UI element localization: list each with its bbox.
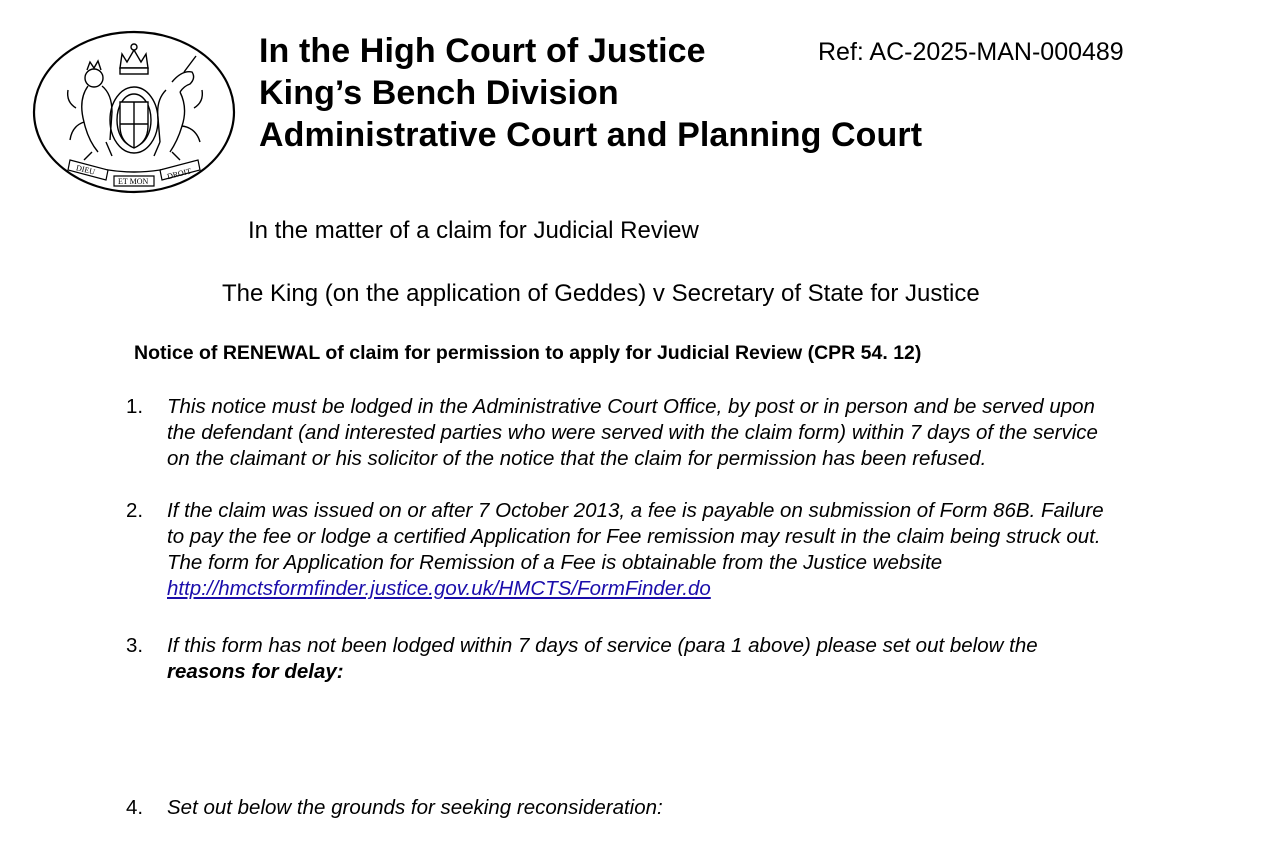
motto-right: DROIT — [166, 166, 193, 182]
matter-line: In the matter of a claim for Judicial Review — [248, 217, 699, 244]
form-finder-link[interactable]: http://hmctsformfinder.justice.gov.uk/HMCTS/FormFinder.do — [167, 577, 711, 600]
paragraph-3 — [126, 633, 1226, 685]
reasons-for-delay-label: reasons for delay: — [167, 660, 344, 683]
royal-coat-of-arms-emblem — [32, 30, 236, 194]
paragraph-line: to pay the fee or lodge a certified Application for Fee remission may result in the claim being struck out. — [167, 525, 1101, 548]
paragraph-line: If this form has not been lodged within 7 days of service (para 1 above) please set out below the — [167, 634, 1038, 657]
paragraph-line: If the claim was issued on or after 7 October 2013, a fee is payable on submission of Form 86B. Failure — [167, 499, 1104, 522]
paragraph-line: Set out below the grounds for seeking reconsideration: — [167, 796, 663, 819]
paragraph-body — [167, 394, 1226, 472]
case-reference: Ref: AC-2025-MAN-000489 — [818, 38, 1124, 66]
paragraph-body — [167, 795, 1226, 821]
case-parties: The King (on the application of Geddes) v Secretary of State for Justice — [222, 280, 980, 307]
paragraph-number: 4. — [126, 796, 144, 819]
paragraph-line: on the claimant or his solicitor of the notice that the claim for permission has been refused. — [167, 447, 987, 470]
motto-middle: ET MON — [118, 177, 149, 186]
division-name: King’s Bench Division — [259, 74, 619, 112]
paragraph-2 — [126, 498, 1226, 602]
motto-left: DIEU — [75, 163, 96, 177]
paragraph-number: 2. — [126, 499, 144, 522]
paragraph-body — [167, 633, 1226, 685]
paragraph-number: 3. — [126, 634, 144, 657]
court-subdivision: Administrative Court and Planning Court — [259, 116, 923, 154]
paragraph-1 — [126, 394, 1226, 472]
court-name: In the High Court of Justice — [259, 32, 706, 70]
notice-heading: Notice of RENEWAL of claim for permission to apply for Judicial Review (CPR 54. 12) — [134, 342, 922, 364]
paragraph-body — [167, 498, 1226, 602]
paragraph-line: the defendant (and interested parties who were served with the claim form) within 7 days of the service — [167, 421, 1098, 444]
paragraph-line: This notice must be lodged in the Administrative Court Office, by post or in person and be served upon — [167, 395, 1095, 418]
paragraph-4 — [126, 795, 1226, 821]
paragraph-number: 1. — [126, 395, 144, 418]
paragraph-line: The form for Application for Remission of a Fee is obtainable from the Justice website — [167, 551, 943, 574]
